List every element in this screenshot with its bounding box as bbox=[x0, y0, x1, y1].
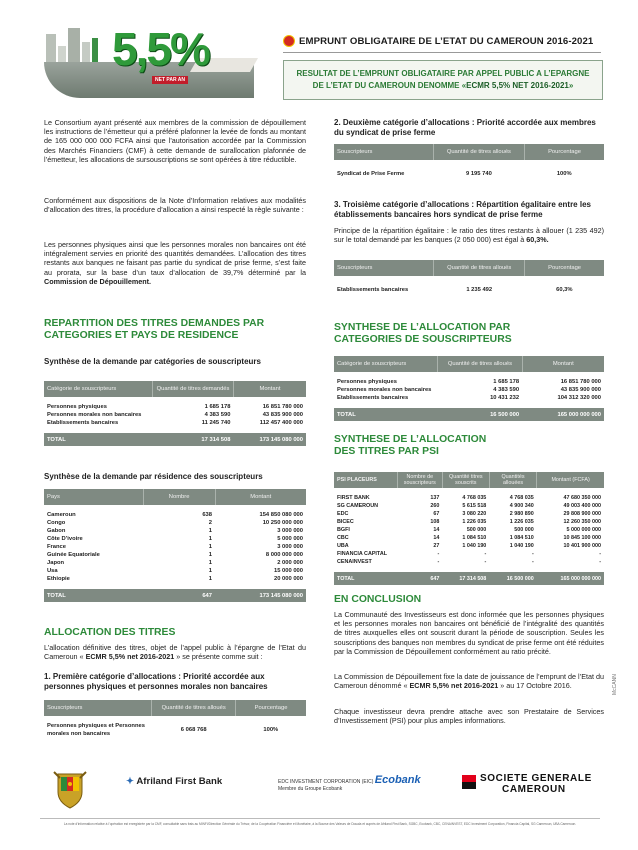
paragraph-text: » se présente comme suit : bbox=[174, 652, 263, 662]
logo-rate: 5,5% bbox=[112, 23, 209, 75]
table-cell: Personnes physiques bbox=[334, 378, 438, 386]
section-heading-repartition bbox=[44, 318, 264, 342]
agency-signature: McCANN bbox=[612, 674, 618, 695]
column-header: Quantité de titres alloués bbox=[438, 356, 522, 372]
table-cell: 100% bbox=[525, 160, 605, 188]
column-header: Quantité de titres demandés bbox=[153, 381, 234, 397]
table-cell: 15 000 000 bbox=[215, 567, 306, 575]
table-cell: 60,3% bbox=[525, 276, 604, 304]
table-cell: Côte D’ivoire bbox=[44, 535, 143, 543]
table-cell: TOTAL bbox=[334, 572, 397, 585]
table-cell: BICEC bbox=[334, 518, 397, 526]
table-row bbox=[334, 160, 604, 188]
table-row bbox=[44, 716, 306, 744]
edc-subtitle: Membre du Groupe Ecobank bbox=[278, 786, 343, 792]
table-row bbox=[44, 567, 306, 575]
edc-name: EDC INVESTMENT CORPORATION (EIC) bbox=[278, 779, 374, 785]
allocation-paragraph bbox=[44, 240, 306, 286]
column-header: Souscripteurs bbox=[334, 260, 434, 276]
conclusion-paragraph-3: Chaque investisseur devra prendre attache avec son Prestataire de Services d’Investissement (PSI) pour plus amples informations. bbox=[334, 707, 604, 726]
conclusion-paragraph-1: La Communauté des Investisseurs est donc informée que les personnes physiques et les personnes morales non bancaires ont bénéficié de l’intégralité des quantités de titres auxquelles elles ont souscrit durant la période de souscription. Seules les souscriptions des banques non membres du syndicat de prise ferme ont été réduites par la Commission de Dépouillement conformément au ratio précité. bbox=[334, 610, 604, 656]
banner-line-1: RESULTAT DE L’EMPRUNT OBLIGATAIRE PAR APPEL PUBLIC A L’EPARGNE bbox=[296, 69, 590, 78]
table-cell: - bbox=[489, 550, 536, 558]
table-cell: 104 312 320 000 bbox=[522, 394, 604, 402]
table-cell: 1 685 178 bbox=[438, 378, 522, 386]
total-row bbox=[44, 589, 306, 602]
table-cell: FIRST BANK bbox=[334, 494, 397, 502]
paragraph-text: La Commission de Dépouillement fixe la date de jouissance de l’emprunt de l’Etat du Cameroun dénommé « bbox=[334, 672, 604, 691]
column-header: Montant bbox=[233, 381, 306, 397]
sg-name-line-2: CAMEROUN bbox=[502, 784, 566, 795]
table-cell: 10 401 900 000 bbox=[537, 542, 604, 550]
third-category-table bbox=[334, 260, 604, 304]
table-cell: 173 145 080 000 bbox=[233, 433, 306, 446]
total-row bbox=[334, 572, 604, 585]
table-cell: Congo bbox=[44, 519, 143, 527]
demand-by-residence-table bbox=[44, 489, 306, 602]
column-header: Souscripteurs bbox=[334, 144, 433, 160]
paragraph-text: » au 17 Octobre 2016. bbox=[498, 681, 572, 691]
table-row bbox=[334, 550, 604, 558]
table-cell: Ethiopie bbox=[44, 575, 143, 583]
column-header: Catégorie de souscripteurs bbox=[334, 356, 438, 372]
table-cell: 1 bbox=[143, 567, 215, 575]
sg-logo-mark-icon bbox=[462, 782, 476, 789]
table-cell: 1 bbox=[143, 527, 215, 535]
table-header bbox=[44, 489, 306, 505]
afriland-mark-icon: ✦ bbox=[126, 776, 135, 787]
table-cell: Personnes physiques et Personnes morales non bancaires bbox=[44, 716, 152, 744]
first-category-table bbox=[44, 700, 306, 744]
section-heading-category-synthesis bbox=[334, 322, 512, 346]
section-heading-allocation: ALLOCATION DES TITRES bbox=[44, 627, 176, 638]
table-cell: 1 bbox=[143, 543, 215, 551]
table-cell: 647 bbox=[397, 572, 442, 585]
table-cell: 100% bbox=[236, 716, 306, 744]
table-cell: 4 383 590 bbox=[438, 386, 522, 394]
total-row bbox=[44, 433, 306, 446]
table-cell: - bbox=[442, 558, 489, 566]
table-row bbox=[44, 411, 306, 419]
table-cell: 2 bbox=[143, 519, 215, 527]
second-category-table bbox=[334, 144, 604, 188]
table-cell: TOTAL bbox=[44, 433, 153, 446]
legal-notice: La note d’information relative à l’opération est enregistrée par la CMF, consultable sans frais au MINFI/Direction Générale du Trésor, de la Coopération Financière et Monétaire, à la Bourse des Valeurs de Douala et auprès de Afriland First Bank, SGBC, Ecobank, CBC, CENAINVEST, EDC Investment Corporation, Financia Capital, SG Cameroun, UBA Cameroon. bbox=[63, 822, 577, 826]
page-title: EMPRUNT OBLIGATAIRE DE L’ETAT DU CAMEROUN 2016-2021 bbox=[299, 36, 594, 47]
table-cell: 165 000 000 000 bbox=[522, 408, 604, 421]
table-row bbox=[44, 527, 306, 535]
heading-line: CATEGORIES ET PAYS DE RESIDENCE bbox=[44, 330, 239, 341]
divider bbox=[283, 52, 601, 53]
bond-logo bbox=[44, 18, 254, 98]
column-header: Pourcentage bbox=[236, 700, 306, 716]
heading-line: CATEGORIES DE SOUSCRIPTEURS bbox=[334, 334, 512, 345]
table-cell: 647 bbox=[143, 589, 215, 602]
table-cell: - bbox=[537, 550, 604, 558]
cameroon-coat-of-arms-icon bbox=[52, 766, 88, 810]
table-header bbox=[44, 700, 306, 716]
table-cell: Guinée Equatoriale bbox=[44, 551, 143, 559]
table-cell: 67 bbox=[397, 510, 442, 518]
table-cell: 4 383 590 bbox=[153, 411, 234, 419]
allocation-intro bbox=[44, 643, 306, 661]
subheading-second-category: 2. Deuxième catégorie d’allocations : Priorité accordée aux membres du syndicat de prise ferme bbox=[334, 118, 596, 137]
table-cell: 2 000 000 bbox=[215, 559, 306, 567]
table-cell: 2 980 890 bbox=[489, 510, 536, 518]
table-cell: 17 314 508 bbox=[153, 433, 234, 446]
table-cell: UBA bbox=[334, 542, 397, 550]
column-header: Quantité de titres alloués bbox=[434, 260, 525, 276]
section-heading-conclusion: EN CONCLUSION bbox=[334, 594, 422, 605]
banner-line-2 bbox=[284, 81, 602, 90]
table-cell: 9 195 740 bbox=[433, 160, 524, 188]
table-cell: 1 bbox=[143, 551, 215, 559]
table-cell: - bbox=[537, 558, 604, 566]
table-cell: 29 808 900 000 bbox=[537, 510, 604, 518]
table-cell: 500 000 bbox=[442, 526, 489, 534]
table-cell: 16 851 780 000 bbox=[522, 378, 604, 386]
table-header bbox=[44, 381, 306, 397]
table-cell: 260 bbox=[397, 502, 442, 510]
table-row bbox=[334, 394, 604, 402]
table-cell: 14 bbox=[397, 526, 442, 534]
column-header: Montant bbox=[215, 489, 306, 505]
table-cell: 27 bbox=[397, 542, 442, 550]
allocation-by-category-table bbox=[334, 356, 604, 421]
table-row bbox=[334, 378, 604, 386]
divider bbox=[40, 818, 600, 819]
table-row bbox=[44, 419, 306, 427]
table-cell: 1 685 178 bbox=[153, 403, 234, 411]
table-cell: Japon bbox=[44, 559, 143, 567]
table-cell: 5 615 518 bbox=[442, 502, 489, 510]
paragraph-text: L’allocation définitive des titres, objet de l’appel public à l’épargne de l’Etat du Cameroun « bbox=[44, 643, 306, 662]
cameroon-emblem-icon bbox=[283, 35, 295, 47]
column-header: Quantité titres souscrits bbox=[442, 472, 489, 488]
table-cell: 1 084 510 bbox=[489, 534, 536, 542]
table-row bbox=[44, 403, 306, 411]
table-cell: - bbox=[397, 550, 442, 558]
rule-paragraph: Conformément aux dispositions de la Note d’Information relatives aux modalités d’allocation des titres, la procédure d’allocation a ainsi respecté la règle suivante : bbox=[44, 196, 306, 215]
table-cell: 154 850 080 000 bbox=[215, 511, 306, 519]
table-cell: 5 000 000 bbox=[215, 535, 306, 543]
table-cell: 108 bbox=[397, 518, 442, 526]
table-cell: Etablissements bancaires bbox=[334, 276, 434, 304]
result-banner bbox=[283, 60, 603, 100]
table-cell: 1 226 035 bbox=[442, 518, 489, 526]
table-cell: Syndicat de Prise Ferme bbox=[334, 160, 433, 188]
table-cell: 12 260 350 000 bbox=[537, 518, 604, 526]
heading-line: DES TITRES PAR PSI bbox=[334, 446, 439, 457]
column-header: Souscripteurs bbox=[44, 700, 152, 716]
paragraph-bold: Commission de Dépouillement. bbox=[44, 276, 152, 286]
edc-ecobank-logo bbox=[278, 774, 421, 792]
column-header: Montant (FCFA) bbox=[537, 472, 604, 488]
table-cell: 5 000 000 000 bbox=[537, 526, 604, 534]
table-cell: Usa bbox=[44, 567, 143, 575]
paragraph-text: Principe de la répartition égalitaire : le ratio des titres restants à allouer (1 235 492) sur le total demandé par les banques (2 050 000) est égal à bbox=[334, 226, 604, 245]
bond-name: ECMR 5,5% net 2016-2021 bbox=[85, 652, 175, 662]
table-cell: - bbox=[442, 550, 489, 558]
table-cell: 137 bbox=[397, 494, 442, 502]
table-row bbox=[44, 551, 306, 559]
table-row bbox=[334, 386, 604, 394]
heading-line: SYNTHESE DE L’ALLOCATION PAR bbox=[334, 322, 511, 333]
table-cell: 1 040 190 bbox=[489, 542, 536, 550]
table-cell: 4 768 035 bbox=[489, 494, 536, 502]
table-cell: 16 851 780 000 bbox=[233, 403, 306, 411]
banner-text: » bbox=[568, 81, 574, 90]
intro-paragraph: Le Consortium ayant présenté aux membres de la commission de dépouillement les instructions de l’émetteur qui a préféré plafonner la levée de fonds au montant de 165 000 000 000 FCFA ainsi que l’autorisation accordée par la Commission des Marchés Financiers (CMF) à cette demande de surallocation plafonnée de l’émetteur, les allocations de sursouscriptions se sont opérées à titre réductible. bbox=[44, 118, 306, 164]
bond-name: ECMR 5,5% net 2016-2021 bbox=[409, 681, 499, 691]
subheading-residence: Synthèse de la demande par résidence des souscripteurs bbox=[44, 472, 263, 481]
paragraph-text: Les personnes physiques ainsi que les personnes morales non bancaires ont été intégralement servies en priorité des quantités demandées. L’allocation des titres restants aux banques ne faisant pas partie du syndicat de prise ferme, s’est faite au prorata, sur la base d’un taux d’allocation de 39,7% déterminé par la bbox=[44, 240, 306, 277]
table-cell: BGFI bbox=[334, 526, 397, 534]
column-header: Nombre bbox=[143, 489, 215, 505]
column-header: Montant bbox=[522, 356, 604, 372]
table-cell: 10 431 232 bbox=[438, 394, 522, 402]
logo-tag: NET PAR AN bbox=[152, 76, 188, 84]
table-header bbox=[334, 260, 604, 276]
table-row bbox=[334, 276, 604, 304]
column-header: Pays bbox=[44, 489, 143, 505]
table-cell: 16 500 000 bbox=[438, 408, 522, 421]
ecobank-name: Ecobank bbox=[374, 774, 421, 786]
table-row bbox=[334, 494, 604, 502]
column-header: Quantité de titres alloués bbox=[433, 144, 524, 160]
demand-by-category-table bbox=[44, 381, 306, 446]
table-cell: 500 000 bbox=[489, 526, 536, 534]
table-cell: EDC bbox=[334, 510, 397, 518]
table-cell: Etablissements bancaires bbox=[44, 419, 153, 427]
table-row bbox=[334, 510, 604, 518]
table-cell: 20 000 000 bbox=[215, 575, 306, 583]
allocation-ratio: 60,3%. bbox=[526, 235, 549, 245]
table-cell: 49 003 400 000 bbox=[537, 502, 604, 510]
table-row bbox=[44, 575, 306, 583]
table-cell: 1 226 035 bbox=[489, 518, 536, 526]
table-cell: 3 000 000 bbox=[215, 527, 306, 535]
table-cell: 165 000 000 000 bbox=[537, 572, 604, 585]
column-header: PSI PLACEURS bbox=[334, 472, 397, 488]
table-cell: 43 835 900 000 bbox=[522, 386, 604, 394]
table-row bbox=[334, 518, 604, 526]
table-row bbox=[334, 558, 604, 566]
section-heading-psi-synthesis bbox=[334, 434, 486, 458]
table-cell: 3 000 000 bbox=[215, 543, 306, 551]
table-cell: 11 245 740 bbox=[153, 419, 234, 427]
table-row bbox=[44, 559, 306, 567]
table-row bbox=[44, 511, 306, 519]
table-cell: France bbox=[44, 543, 143, 551]
table-cell: 173 145 080 000 bbox=[215, 589, 306, 602]
table-cell: Etablissements bancaires bbox=[334, 394, 438, 402]
total-row bbox=[334, 408, 604, 421]
table-cell: Personnes morales non bancaires bbox=[334, 386, 438, 394]
table-cell: CENAINVEST bbox=[334, 558, 397, 566]
table-cell: 6 068 768 bbox=[152, 716, 236, 744]
table-cell: - bbox=[489, 558, 536, 566]
column-header: Catégorie de souscripteurs bbox=[44, 381, 153, 397]
table-cell: 14 bbox=[397, 534, 442, 542]
table-cell: 1 bbox=[143, 535, 215, 543]
table-row bbox=[44, 519, 306, 527]
table-cell: 4 768 035 bbox=[442, 494, 489, 502]
table-cell: 16 500 000 bbox=[489, 572, 536, 585]
table-cell: - bbox=[397, 558, 442, 566]
table-row bbox=[334, 542, 604, 550]
heading-line: REPARTITION DES TITRES DEMANDES PAR bbox=[44, 318, 265, 329]
table-row bbox=[334, 526, 604, 534]
table-cell: CBC bbox=[334, 534, 397, 542]
table-header bbox=[334, 144, 604, 160]
table-header bbox=[334, 472, 604, 488]
table-cell: Personnes physiques bbox=[44, 403, 153, 411]
column-header: Pourcentage bbox=[525, 260, 604, 276]
table-cell: 1 bbox=[143, 575, 215, 583]
table-row bbox=[334, 534, 604, 542]
table-cell: SG CAMEROUN bbox=[334, 502, 397, 510]
allocation-by-psi-table bbox=[334, 472, 604, 585]
table-row bbox=[334, 502, 604, 510]
table-header bbox=[334, 356, 604, 372]
table-cell: Personnes morales non bancaires bbox=[44, 411, 153, 419]
table-cell: 8 000 000 000 bbox=[215, 551, 306, 559]
banner-text: DE L’ETAT DU CAMEROUN DENOMME « bbox=[312, 81, 467, 90]
table-cell: 4 900 340 bbox=[489, 502, 536, 510]
table-cell: 1 084 510 bbox=[442, 534, 489, 542]
table-cell: TOTAL bbox=[334, 408, 438, 421]
column-header: Quantités allouées bbox=[489, 472, 536, 488]
table-cell: Gabon bbox=[44, 527, 143, 535]
coat-of-arms-shape bbox=[52, 766, 88, 810]
afriland-logo bbox=[126, 776, 222, 787]
table-cell: 1 235 492 bbox=[434, 276, 525, 304]
column-header: Pourcentage bbox=[525, 144, 605, 160]
subheading-third-category: 3. Troisième catégorie d’allocations : Répartition égalitaire entre les établissements bancaires hors syndicat de prise ferme bbox=[334, 200, 591, 219]
table-cell: 43 835 900 000 bbox=[233, 411, 306, 419]
table-cell: 10 250 000 000 bbox=[215, 519, 306, 527]
afriland-name: Afriland First Bank bbox=[136, 776, 223, 787]
table-cell: 638 bbox=[143, 511, 215, 519]
table-row bbox=[44, 535, 306, 543]
equal-distribution-principle bbox=[334, 226, 604, 244]
heading-line: SYNTHESE DE L’ALLOCATION bbox=[334, 434, 487, 445]
table-cell: 10 845 100 000 bbox=[537, 534, 604, 542]
table-cell: TOTAL bbox=[44, 589, 143, 602]
footer bbox=[0, 760, 638, 840]
table-cell: 47 680 350 000 bbox=[537, 494, 604, 502]
column-header: Quantité de titres alloués bbox=[152, 700, 236, 716]
bond-name: ECMR 5,5% NET 2016-2021 bbox=[466, 81, 569, 90]
table-row bbox=[44, 543, 306, 551]
column-header: Nombre de souscripteurs bbox=[397, 472, 442, 488]
table-cell: 1 040 190 bbox=[442, 542, 489, 550]
table-cell: FINANCIA CAPITAL bbox=[334, 550, 397, 558]
subheading-categories: Synthèse de la demande par catégories de souscripteurs bbox=[44, 357, 261, 366]
table-cell: 1 bbox=[143, 559, 215, 567]
table-cell: 17 314 508 bbox=[442, 572, 489, 585]
table-cell: 3 080 220 bbox=[442, 510, 489, 518]
conclusion-paragraph-2 bbox=[334, 672, 604, 690]
table-cell: Cameroun bbox=[44, 511, 143, 519]
table-cell: 112 457 400 000 bbox=[233, 419, 306, 427]
subheading-first-category: 1. Première catégorie d’allocations : Priorité accordée aux personnes physiques et personnes morales non bancaires bbox=[44, 672, 268, 691]
sg-name-line-1: SOCIETE GENERALE bbox=[480, 773, 592, 784]
